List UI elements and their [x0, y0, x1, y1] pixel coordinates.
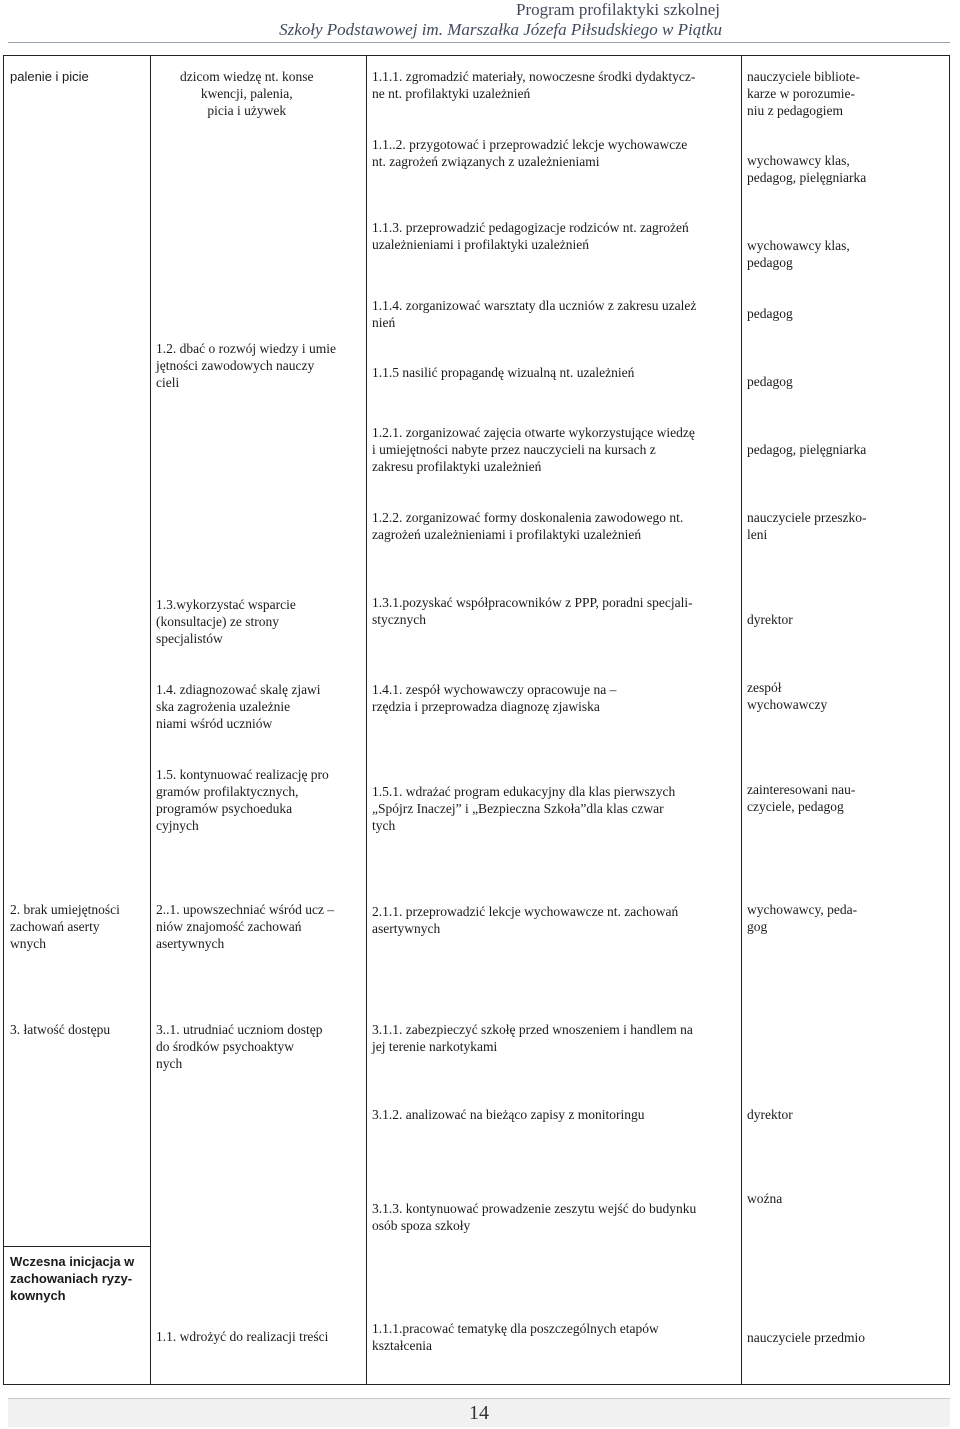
task-cell: 1.1.4. zorganizować warsztaty dla uczniów z zakresu uzależ nień: [372, 298, 697, 330]
problem-cell: 2. brak umiejętności zachowań aserty wnych: [10, 902, 120, 951]
column-divider: [366, 56, 367, 1384]
goal-cell: 1.3.wykorzystać wsparcie (konsultacje) ze strony specjalistów: [156, 597, 296, 646]
task-cell: 3.1.3. kontynuować prowadzenie zeszytu wejść do budynku osób spoza szkoły: [372, 1201, 697, 1233]
task-cell: 1.1.1. zgromadzić materiały, nowoczesne środki dydaktycz- ne nt. profilaktyki uzależnień: [372, 69, 696, 101]
goal-cell: 1.4. zdiagnozować skalę zjawi ska zagrożenia uzależnie niami wśród uczniów: [156, 682, 321, 731]
column-divider: [741, 56, 742, 1384]
task-cell: 1.5.1. wdrażać program edukacyjny dla klas pierwszych „Spójrz Inaczej” i „Bezpieczna Szkoła”dla klas czwar tych: [372, 784, 676, 833]
responsible-cell: zainteresowani nau- czyciele, pedagog: [747, 782, 856, 814]
document-subtitle: Szkoły Podstawowej im. Marszałka Józefa Piłsudskiego w Piątku: [279, 20, 722, 39]
responsible-cell: pedagog: [747, 306, 793, 321]
task-cell: 1.1.1.pracować tematykę dla poszczególnych etapów kształcenia: [372, 1321, 659, 1353]
goal-cell: dzicom wiedzę nt. konse kwencji, palenia, picia i używek: [180, 69, 314, 118]
problem-cell: 3. łatwość dostępu: [10, 1022, 111, 1037]
document-title: Program profilaktyki szkolnej: [516, 0, 720, 19]
responsible-cell: zespół wychowawczy: [747, 680, 828, 712]
task-cell: 1.3.1.pozyskać współpracowników z PPP, poradni specjali- stycznych: [372, 595, 693, 627]
task-cell: 2.1.1. przeprowadzić lekcje wychowawcze nt. zachowań asertywnych: [372, 904, 679, 936]
goal-cell: 3..1. utrudniać uczniom dostęp do środków psychoaktyw nych: [156, 1022, 323, 1071]
responsible-cell: pedagog, pielęgniarka: [747, 442, 867, 457]
responsible-cell: nauczyciele bibliote- karze w porozumie- niu z pedagogiem: [747, 69, 860, 118]
page-number: 14: [469, 1402, 489, 1424]
column-divider: [150, 56, 151, 1384]
responsible-cell: dyrektor: [747, 1107, 793, 1122]
responsible-cell: wychowawcy klas, pedagog: [747, 238, 850, 270]
task-cell: 1.1..2. przygotować i przeprowadzić lekcje wychowawcze nt. zagrożeń związanych z uzależnieniami: [372, 137, 688, 169]
task-cell: 3.1.2. analizować na bieżąco zapisy z monitoringu: [372, 1107, 645, 1122]
responsible-cell: dyrektor: [747, 612, 793, 627]
responsible-cell: nauczyciele przedmio: [747, 1330, 866, 1345]
header-rule: [8, 42, 950, 43]
program-table: [3, 55, 950, 1385]
row-divider: [4, 1246, 150, 1247]
responsible-cell: wychowawcy klas, pedagog, pielęgniarka: [747, 153, 867, 185]
responsible-cell: wychowawcy, peda- gog: [747, 902, 858, 934]
task-cell: 1.4.1. zespół wychowawczy opracowuje na – rzędzia i przeprowadza diagnozę zjawiska: [372, 682, 617, 714]
goal-cell: 1.2. dbać o rozwój wiedzy i umie jętności zawodowych nauczy cieli: [156, 341, 336, 390]
goal-cell: 2..1. upowszechniać wśród ucz – niów znajomość zachowań asertywnych: [156, 902, 335, 951]
page-footer: [8, 1398, 950, 1427]
task-cell: 1.2.1. zorganizować zajęcia otwarte wykorzystujące wiedzę i umiejętności nabyte przez nauczycieli na kursach z zakresu profilaktyki uzależnień: [372, 425, 695, 474]
responsible-cell: nauczyciele przeszko- leni: [747, 510, 867, 542]
problem-cell: palenie i picie: [10, 69, 89, 84]
responsible-cell: woźna: [747, 1191, 783, 1206]
task-cell: 1.2.2. zorganizować formy doskonalenia zawodowego nt. zagrożeń uzależnieniami i profilaktyki uzależnień: [372, 510, 684, 542]
goal-cell: 1.1. wdrożyć do realizacji treści: [156, 1329, 329, 1344]
problem-cell: Wczesna inicjacja w zachowaniach ryzy- kownych: [10, 1254, 135, 1303]
responsible-cell: pedagog: [747, 374, 793, 389]
task-cell: 3.1.1. zabezpieczyć szkołę przed wnoszeniem i handlem na jej terenie narkotykami: [372, 1022, 693, 1054]
goal-cell: 1.5. kontynuować realizację pro gramów profilaktycznych, programów psychoeduka cyjnych: [156, 767, 329, 833]
task-cell: 1.1.3. przeprowadzić pedagogizacje rodziców nt. zagrożeń uzależnieniami i profilaktyki uzależnień: [372, 220, 689, 252]
task-cell: 1.1.5 nasilić propagandę wizualną nt. uzależnień: [372, 365, 635, 380]
